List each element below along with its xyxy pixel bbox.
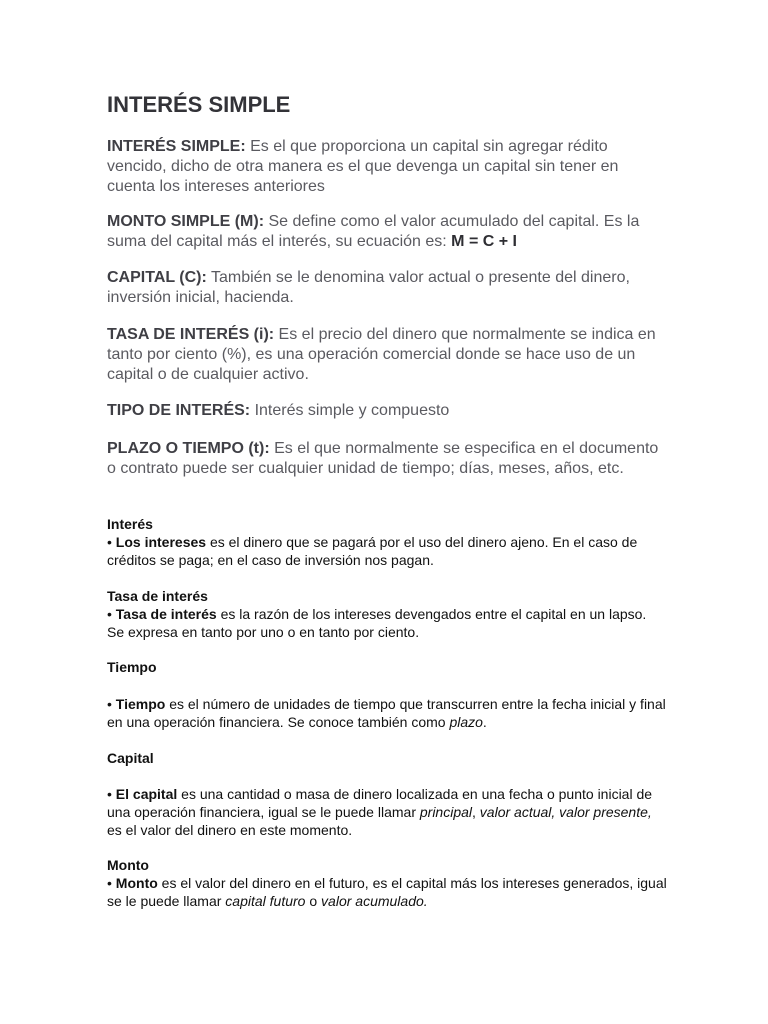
definition-term: INTERÉS SIMPLE: [107,138,246,155]
definition-capital [107,268,667,308]
paragraph-text: es el valor del dinero en el futuro, es el capital más los intereses generados, igual se le puede llamar [107,875,667,909]
italic-term: valor acumulado. [321,893,428,909]
section-heading-tasa: Tasa de interés [107,588,208,604]
definition-text: Es el que normalmente se especifica en el documento o contrato puede ser cualquier unidad de tiempo; días, meses, años, etc. [107,440,659,477]
separator: , [472,804,480,820]
bullet: • [107,606,116,622]
italic-term: valor actual, valor presente, [479,804,652,820]
paragraph-end: . [482,714,487,730]
bullet: • [107,534,116,550]
bullet: • [107,875,116,891]
definition-term: MONTO SIMPLE (M): [107,213,265,230]
page-title: INTERÉS SIMPLE [107,92,291,117]
bold-term: Tiempo [115,696,166,712]
definition-text: Es el que proporciona un capital sin agregar rédito vencido, dicho de otra manera es el que devenga un capital sin tener en cuenta los intereses anteriores [107,138,619,195]
definition-text: Interés simple y compuesto [250,402,450,419]
paragraph-tasa [107,605,667,641]
paragraph-monto [107,874,667,910]
separator: o [305,893,322,909]
definition-tipo-de-interes [107,401,667,421]
definition-term: TIPO DE INTERÉS: [107,402,251,419]
bold-term: Tasa de interés [115,606,217,622]
bullet: • [107,786,116,802]
section-heading-capital: Capital [107,750,154,766]
definition-term: CAPITAL (C): [107,269,207,286]
paragraph-text: es el número de unidades de tiempo que transcurren entre la fecha inicial y final en una operación financiera. Se conoce también como [107,696,666,730]
paragraph-text: es una cantidad o masa de dinero localizada en una fecha o punto inicial de una operación financiera, igual se le puede llamar [107,786,653,820]
paragraph-text: es el dinero que se pagará por el uso del dinero ajeno. En el caso de créditos se paga; en el caso de inversión nos pagan. [107,534,638,568]
paragraph-end: es el valor del dinero en este momento. [107,822,353,838]
paragraph-tiempo [107,695,667,731]
paragraph-capital [107,785,667,839]
italic-term: plazo [449,714,483,730]
paragraph-interes [107,533,667,569]
bold-term: Los intereses [115,534,207,550]
definition-plazo-o-tiempo [107,439,667,479]
italic-term: capital futuro [225,893,306,909]
definition-text: Se define como el valor acumulado del capital. Es la suma del capital más el interés, su ecuación es: [107,213,640,250]
definition-interes-simple [107,137,667,197]
paragraph-text: es la razón de los intereses devengados entre el capital en un lapso. Se expresa en tanto por uno o en tanto por ciento. [107,606,647,640]
definition-text: También se le denomina valor actual o presente del dinero, inversión inicial, hacienda. [107,269,630,306]
definition-text: Es el precio del dinero que normalmente se indica en tanto por ciento (%), es una operación comercial donde se hace uso de un capital o de cualquier activo. [107,326,656,383]
bold-term: Monto [115,875,158,891]
formula: M = C + I [451,233,517,250]
definition-tasa-de-interes [107,325,667,385]
section-heading-monto: Monto [107,857,149,873]
definition-term: TASA DE INTERÉS (i): [107,326,275,343]
bold-term: El capital [115,786,178,802]
section-heading-interes: Interés [107,516,153,532]
bullet: • [107,696,116,712]
italic-term: principal [419,804,473,820]
definition-term: PLAZO O TIEMPO (t): [107,440,270,457]
definition-monto-simple [107,212,667,252]
section-heading-tiempo: Tiempo [107,659,157,675]
